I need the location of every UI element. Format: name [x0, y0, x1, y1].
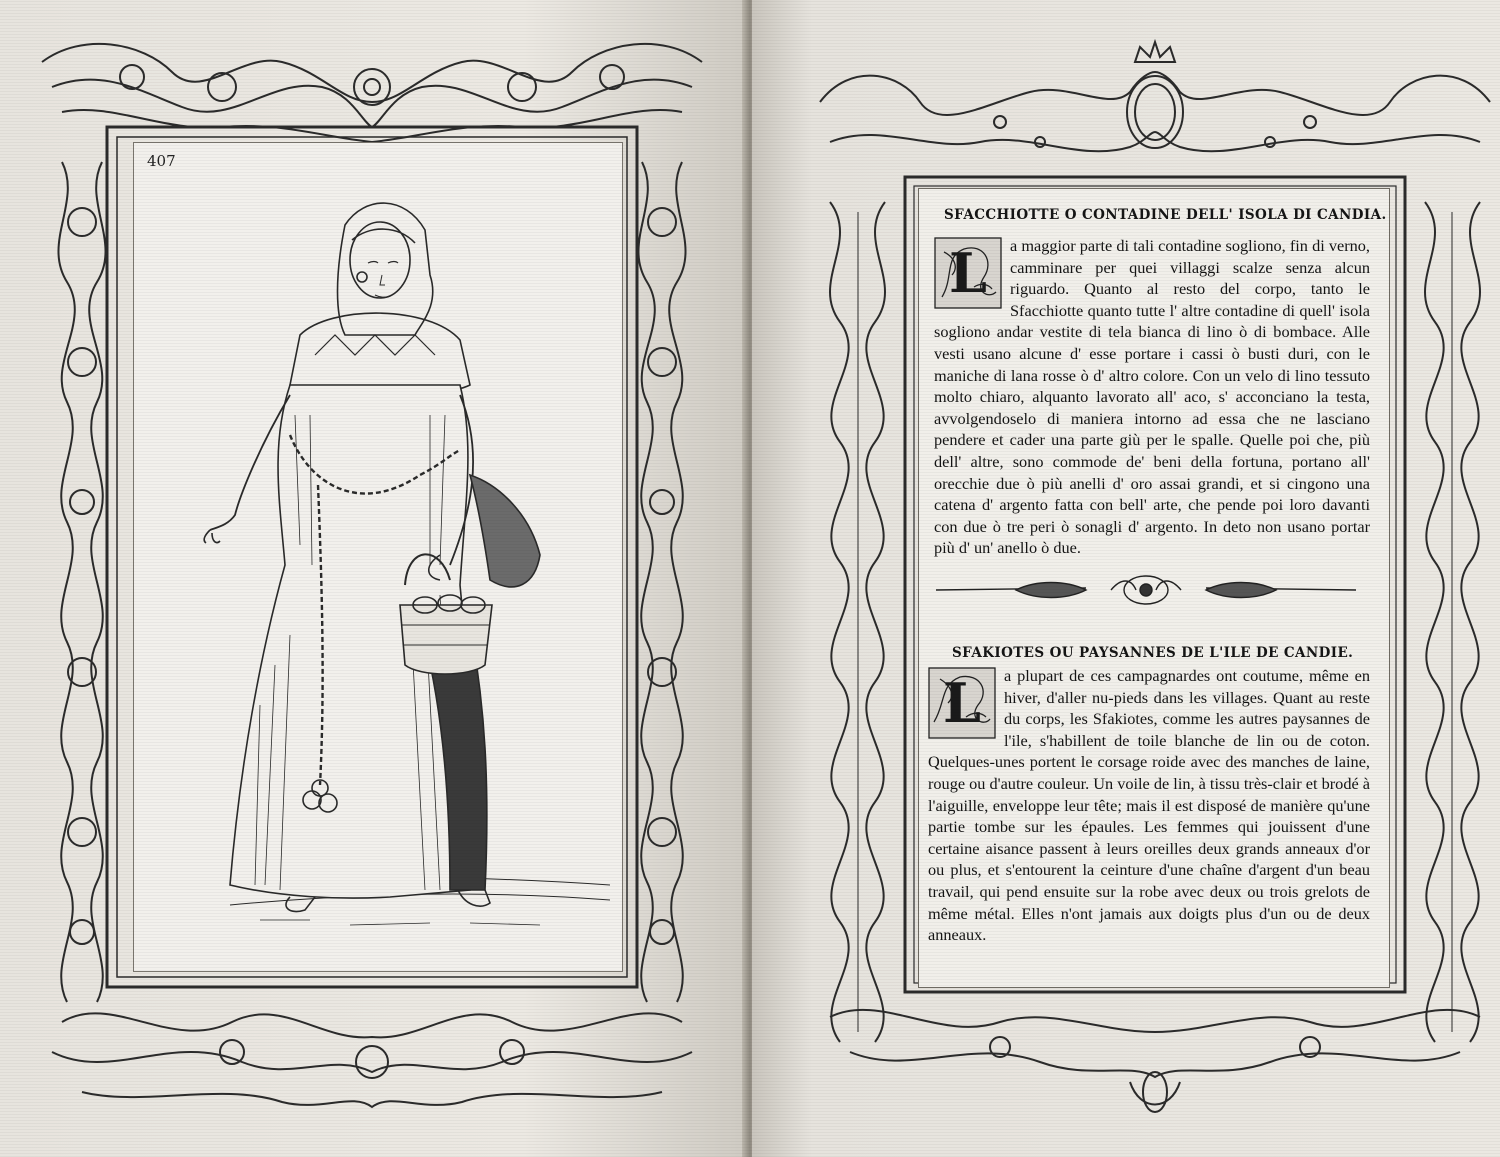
- italian-paragraph: [934, 235, 1370, 559]
- italian-initial: L: [949, 241, 987, 305]
- italian-heading: SFACCHIOTTE O CONTADINE DELL' ISOLA DI CANDIA.: [944, 207, 1387, 223]
- french-dropcap: [928, 667, 996, 739]
- french-body: a plupart de ces campagnardes ont coutume, même en hiver, d'aller nu-pieds dans les villages. Quant au reste du corps, les Sfakiotes, comme les autres paysannes de l'ile, s'habillent de toile blanche de lin ou de coton. Quelques-unes portent le corsage roide avec des manches de laine, rouge ou d'autre couleur. Un voile de lin, à tissu très-clair et brodé à l'aiguille, enveloppe leur tête; mais il est disposé de manière qu'une partie tombe sur les épaules. Les femmes qui jouissent d'une certaine aisance passent à leurs oreilles deux grands anneaux d'or ou plus, et s'entourent la ceinture d'une chaîne d'argent d'un beau travail, qui pend ensuite sur la robe avec deux ou trois grelots de même métal. Elles n'ont jamais aux doigts plus d'un ou de deux anneaux.: [928, 666, 1370, 945]
- page-number: 407: [147, 152, 176, 170]
- french-paragraph: [928, 665, 1370, 946]
- italian-body: a maggior parte di tali contadine sogliono, fin di verno, camminare per quei villaggi scalze senza alcun riguardo. Quanto al resto del corpo, tanto le Sfacchiotte quanto tutte l' altre contadine di quell' isola sogliono andar vestite di tela bianca di lino ò di bombace. Alle vesti usano alcune d' esse portare i cassi ò busti duri, con le maniche di lana rosse ò d' altro colore. Con un velo di lino tessuto molto chiaro, alquanto lavorato all' aco, s' acconciano la testa, avvolgendoselo di maniera intorno ad essa che ne lasciano pendere et cader una parte giù per le spalle. Quelle poi che, più dell' altre, sono commode de' beni della fortuna, portano all' orecchie due ò più anelli d' oro assai grandi, et si cingono una catena d' argento fatta con bell' arte, che pende poi loro davanti con due ò tre peri ò sonagli d' argento. In deto non usano portar più d' un' anello ò due.: [934, 236, 1370, 558]
- peasant-woman-engraving: [140, 185, 610, 965]
- italian-dropcap: [934, 237, 1002, 309]
- french-initial: L: [943, 671, 981, 735]
- ornamental-separator: [936, 570, 1356, 610]
- french-heading: SFAKIOTES OU PAYSANNES DE L'ILE DE CANDIE.: [952, 645, 1354, 661]
